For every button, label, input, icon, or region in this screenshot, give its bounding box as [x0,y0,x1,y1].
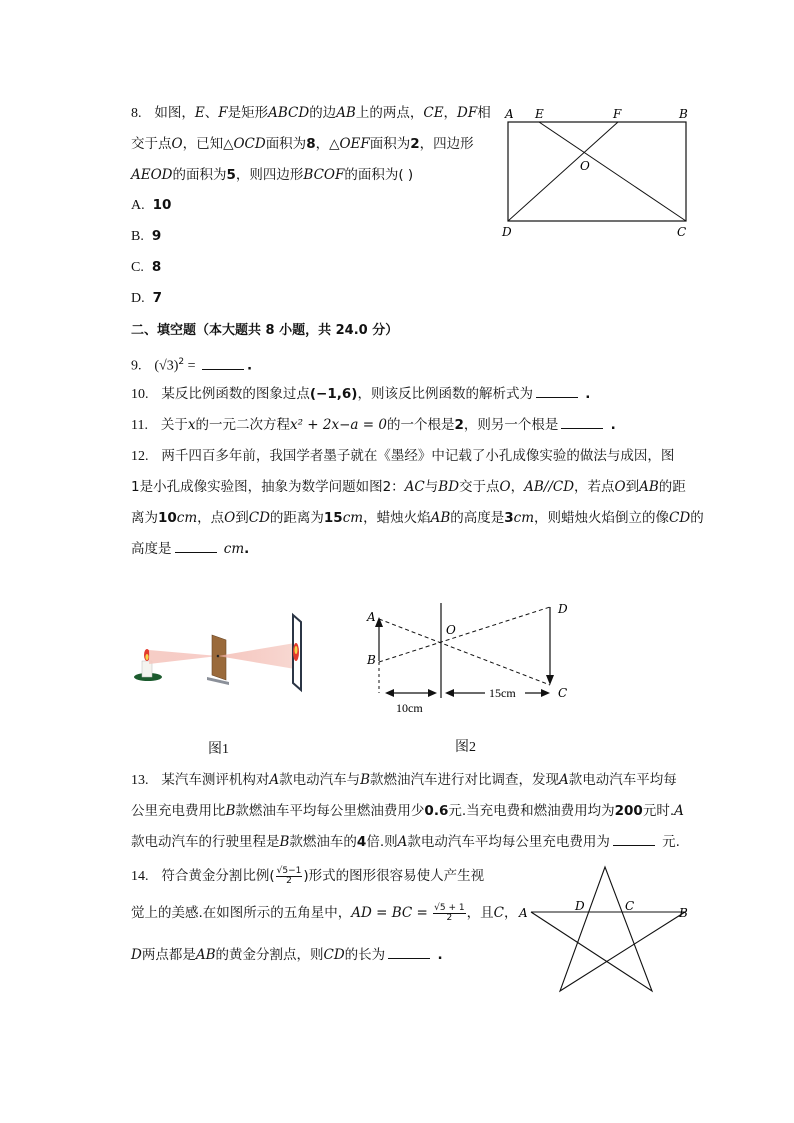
q12-line3: 离为10cm，点O到CD的距离为15cm，蜡烛火焰AB的高度是3cm，则蜡烛火焰倒立的像CD的 [131,510,704,526]
svg-text:B: B [679,906,688,920]
q9: 9. $(√3)^2$ = . [131,357,253,374]
svg-text:B: B [679,107,688,121]
q13-line3: 款电动汽车的行驶里程是B款燃油车的4倍.则A款电动汽车平均每公里充电费用为 元. [131,834,680,850]
answer-blank[interactable] [613,832,655,846]
answer-blank[interactable] [202,356,244,370]
svg-text:10cm: 10cm [396,701,423,715]
answer-blank[interactable] [561,415,603,429]
svg-text:A: A [505,107,514,121]
q14-line2: 觉上的美感.在如图所示的五角星中，AD = BC = $\frac{√5 + 1}{2}$ ，且C， [131,902,518,923]
svg-text:B: B [367,653,376,667]
q8-option-a: A. 10 [131,197,172,213]
q8-line1: 8. 如图，E、F是矩形ABCD的边AB上的两点，CE，DF相 [131,105,491,121]
q12-line4: 高度是 cm. [131,541,250,557]
svg-text:A: A [367,610,376,624]
figure-2-caption: 图2 [455,740,476,755]
q12-line1: 12. 两千四百多年前，我国学者墨子就在《墨经》中记载了小孔成像实验的做法与成因，图 [131,448,675,464]
q14-line3: D两点都是AB的黄金分割点，则CD的长为 . [131,947,443,963]
section-title: 二、填空题（本大题共 8 小题，共 24.0 分） [131,323,399,338]
fraction: $\frac{√5-1}{2}$ [276,865,302,886]
pentagram-figure [515,862,720,997]
answer-blank[interactable] [536,384,578,398]
q8-line2: 交于点O，已知△OCD面积为8，△OEF面积为2，四边形 [131,136,474,152]
q13-line1: 13. 某汽车测评机构对A款电动汽车与B款燃油汽车进行对比调查，发现A款电动汽车平均每 [131,772,677,788]
pinhole-geometry-figure [355,595,585,725]
figure-1-caption: 图1 [208,742,229,757]
q12-line2: 1是小孔成像实验图，抽象为数学问题如图2：AC与BD交于点O，AB//CD，若点O到AB的距 [131,479,686,495]
q8-option-c: C. 8 [131,259,162,275]
q8-option-b: B. 9 [131,228,162,244]
svg-text:A: A [519,906,528,920]
q8-option-d: D. 7 [131,290,163,306]
pinhole-camera-illustration [125,600,315,700]
q8-line3: AEOD的面积为5，则四边形BCOF的面积为( ) [131,167,414,183]
svg-text:O: O [446,623,456,637]
fraction: $\frac{√5 + 1}{2}$ [434,902,465,923]
svg-text:D: D [558,602,568,616]
svg-text:E: E [535,107,544,121]
svg-text:C: C [558,686,568,700]
q13-line2: 公里充电费用比B款燃油车平均每公里燃油费用少0.6元.当充电费和燃油费用均为200元时.A [131,803,684,819]
q11: 11. 关于x的一元二次方程x² + 2x−a = 0的一个根是2，则另一个根是 . [131,417,616,433]
svg-text:C: C [677,225,687,239]
answer-blank[interactable] [175,539,217,553]
svg-text:D: D [502,225,512,239]
svg-text:15cm: 15cm [489,686,516,700]
answer-blank[interactable] [388,945,430,959]
svg-text:O: O [580,159,590,173]
q10: 10. 某反比例函数的图象过点(−1,6)，则该反比例函数的解析式为 . [131,386,591,402]
svg-text:D: D [575,899,585,913]
svg-text:C: C [625,899,635,913]
svg-text:F: F [613,107,622,121]
q8-rectangle-figure [495,100,705,245]
q14-line1: 14. 符合黄金分割比例( $\frac{√5-1}{2}$ )形式的图形很容易使人产生视 [131,865,485,886]
